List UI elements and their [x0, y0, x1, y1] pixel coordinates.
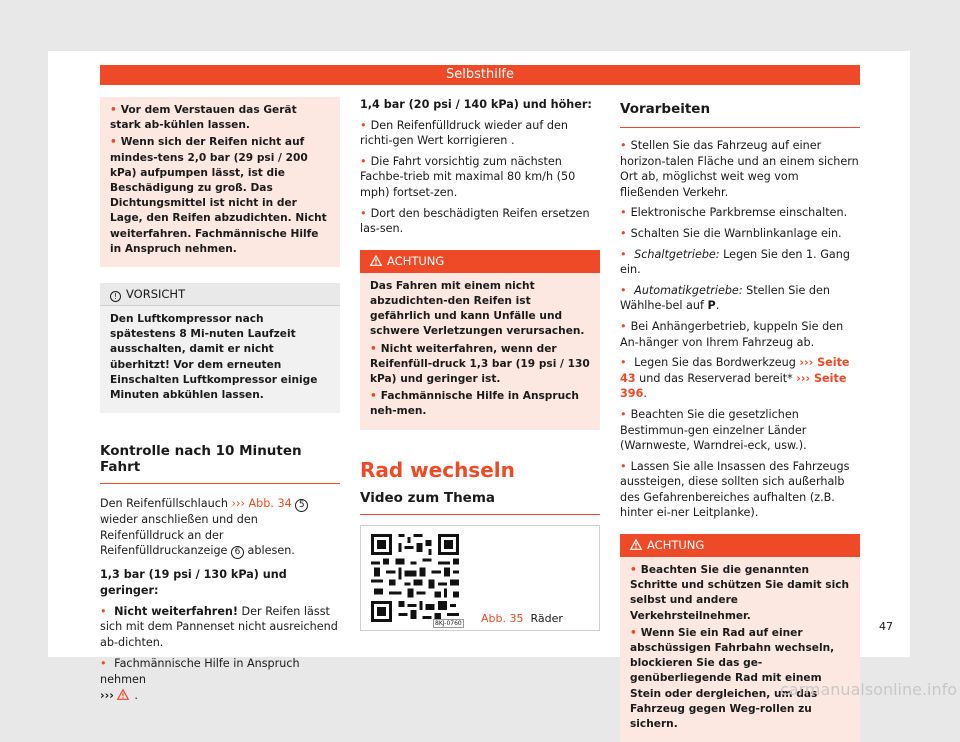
intro-paragraph	[100, 496, 340, 559]
qr-code-label: 8KJ-0760	[435, 619, 462, 627]
figure-reference-link[interactable]: ››› Abb. 34	[231, 497, 292, 511]
caution-header	[100, 283, 340, 306]
list-item	[620, 247, 860, 278]
warning-box-continued	[100, 97, 340, 267]
warning-body	[360, 273, 600, 430]
column-2	[360, 97, 600, 631]
intro-text: wieder anschließen und den Reifenfülldruck an der Reifenfülldruckanzeige	[100, 513, 258, 558]
item-text: .	[643, 387, 647, 401]
callout-number: 6	[231, 546, 244, 559]
watermark-footer: carmanualsonline.info	[780, 680, 958, 699]
warning-item: • Nicht weiterfahren, wenn der Reifenfüll-druck 1,3 bar (19 psi / 130 kPa) und geringer ist.	[370, 342, 590, 388]
item-text: Fachmännische Hilfe in Anspruch nehmen	[100, 657, 300, 686]
column-3	[620, 97, 860, 742]
warning-triangle-icon[interactable]	[117, 689, 129, 700]
warning-item: • Wenn Sie ein Rad auf einer abschüssigen Fahrbahn wechseln, blockieren Sie das ge-genüberliegende Rad mit einem Stein oder dergleichen, um das Fahrzeug gegen Weg-rollen zu sichern.	[630, 626, 850, 732]
warning-triangle-icon	[630, 539, 642, 550]
chapter-title: Rad wechseln	[360, 457, 515, 482]
figure-caption-text: Räder	[530, 611, 563, 625]
intro-text: ablesen.	[244, 544, 295, 558]
item-text: .	[715, 299, 720, 313]
warning-header	[360, 250, 600, 273]
list-item: • Elektronische Parkbremse einschalten.	[620, 205, 860, 221]
warning-title: ACHTUNG	[387, 253, 445, 268]
figure-label: Abb. 35	[481, 611, 524, 625]
item-text: und das Reserverad bereit*	[635, 371, 797, 385]
list-item: • Schalten Sie die Warnblinkanlage ein.	[620, 226, 860, 242]
sub-heading: 1,4 bar (20 psi / 140 kPa) und höher:	[360, 98, 592, 111]
warning-title: ACHTUNG	[647, 538, 705, 553]
item-text: Legen Sie das Bordwerkzeug	[634, 356, 800, 370]
figure-box	[360, 525, 600, 631]
qr-code-icon[interactable]	[371, 534, 459, 622]
info-circle-icon: !	[110, 291, 121, 302]
page-reference-link[interactable]: ››› Seite 43	[620, 356, 850, 385]
list-item: • Die Fahrt vorsichtig zum nächsten Fachbe-trieb mit maximal 80 km/h (50 mph) fortset-zen.	[360, 154, 600, 201]
reference-arrows[interactable]: ›››	[100, 688, 114, 702]
item-text: Der Reifen lässt sich mit dem Pannenset nicht ausreichend ab-dichten.	[100, 604, 338, 649]
item-italic: Schaltgetriebe:	[634, 247, 720, 261]
list-item: • Lassen Sie alle Insassen des Fahrzeugs aussteigen, diese sollten sich außerhalb des Gefahrenbereiches aufhalten (z.B. hinter ei-ner Leitplanke).	[620, 459, 860, 521]
list-item: • Stellen Sie das Fahrzeug auf einer horizon-talen Fläche und an einem sichern Ort ab, möglichst weit weg vom fließenden Verkehr.	[620, 138, 860, 200]
list-item: • Beachten Sie die gesetzlichen Bestimmun-gen einzelner Länder (Warnweste, Warndrei-eck, usw.).	[620, 407, 860, 454]
item-text: Stellen Sie den Wählhe-bel auf	[620, 283, 830, 313]
section-title-video: Video zum Thema	[360, 490, 600, 515]
caution-text: Den Luftkompressor nach spätestens 8 Mi-nuten Laufzeit ausschalten, damit er nicht überhitzt! Vor dem erneuten Einschalten Luftkompressor einige Minuten abkühlen lassen.	[110, 313, 318, 402]
list-item	[620, 283, 860, 314]
chapter-header: Selbsthilfe	[100, 65, 860, 85]
warning-item: • Beachten Sie die genannten Schritte und schützen Sie damit sich selbst und andere Verkehrsteilnehmer.	[630, 563, 850, 624]
warning-header	[620, 534, 860, 557]
caution-title: VORSICHT	[126, 287, 186, 302]
section-title-kontrolle: Kontrolle nach 10 Minuten Fahrt	[100, 435, 340, 484]
item-italic: Automatikgetriebe:	[634, 283, 743, 297]
column-1	[100, 97, 340, 708]
list-item: • Bei Anhängerbetrieb, kuppeln Sie den An-hänger von Ihrem Fahrzeug ab.	[620, 319, 860, 350]
list-item	[100, 604, 340, 651]
list-item	[100, 656, 340, 703]
warning-intro: Das Fahren mit einem nicht abzudichten-den Reifen ist gefährlich und kann Unfälle und schwere Verletzungen verursachen.	[370, 279, 585, 338]
section-title-vorarbeiten: Vorarbeiten	[620, 97, 860, 128]
item-text: .	[134, 688, 138, 702]
warning-triangle-icon	[370, 255, 382, 266]
figure-caption	[481, 612, 563, 625]
warning-item: • Fachmännische Hilfe in Anspruch neh-men.	[370, 389, 590, 419]
list-item	[620, 355, 860, 402]
caution-body	[100, 306, 340, 413]
sub-heading: 1,3 bar (19 psi / 130 kPa) und geringer:	[100, 568, 287, 598]
intro-text: Den Reifenfüllschlauch	[100, 497, 232, 511]
warning-item: • Wenn sich der Reifen nicht auf mindes-tens 2,0 bar (29 psi / 200 kPa) aufpumpen lässt, ist die Beschädigung zu groß. Das Dichtungsmittel ist nicht in der Lage, den Reifen abzudichten. Nicht weiterfahren. Fachmännische Hilfe in Anspruch nehmen.	[110, 135, 330, 257]
warning-item: • Vor dem Verstauen das Gerät stark ab-kühlen lassen.	[110, 103, 330, 133]
callout-number: 5	[295, 499, 308, 512]
page-reference-link[interactable]: ››› Seite 396	[620, 371, 847, 401]
warning-body	[620, 557, 860, 742]
list-item: • Dort den beschädigten Reifen ersetzen las-sen.	[360, 206, 600, 237]
item-text: Legen Sie den 1. Gang ein.	[620, 247, 850, 277]
item-bold: Nicht weiterfahren!	[114, 604, 238, 618]
page-number: 47	[879, 620, 893, 633]
item-bold: P	[707, 299, 716, 313]
list-item: • Den Reifenfülldruck wieder auf den richti-gen Wert korrigieren .	[360, 118, 600, 149]
